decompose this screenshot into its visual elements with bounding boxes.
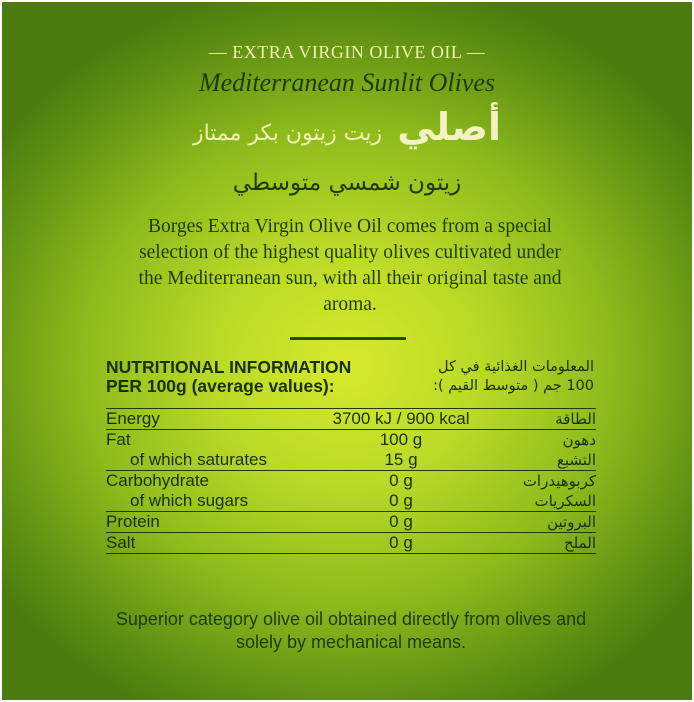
row-value: 100 g (379, 430, 423, 449)
nutrition-header-ar (433, 358, 594, 396)
row-label-ar: كربوهيدرات (522, 472, 596, 490)
table-row-carbohydrate (106, 471, 596, 512)
arabic-title-big: أصلي (397, 105, 502, 149)
row-sublabel: of which sugars (130, 491, 249, 510)
row-value: 0 g (389, 512, 413, 531)
row-label-ar: الطاقة (555, 410, 596, 428)
nutrition-header-ar-line1: المعلومات الغذائية في كل (438, 359, 594, 375)
nutrition-header-en-line1: NUTRITIONAL INFORMATION (106, 357, 352, 377)
row-sublabel-ar: السكريات (534, 492, 596, 510)
row-subvalue: 0 g (389, 491, 413, 510)
product-heading (2, 42, 692, 63)
nutrition-panel (106, 358, 596, 554)
table-row-salt (106, 533, 596, 554)
arabic-title (2, 105, 692, 149)
heading-dash-right: — (466, 42, 486, 62)
nutrition-header-en-line2: PER 100g (average values): (106, 376, 335, 396)
row-label: Fat (106, 430, 131, 449)
row-label: Carbohydrate (106, 471, 210, 490)
heading-dash-left: — (208, 42, 228, 62)
product-subheading: Mediterranean Sunlit Olives (198, 68, 496, 97)
arabic-subtitle: زيتون شمسي متوسطي (232, 170, 462, 196)
row-label-ar: الملح (563, 534, 596, 552)
row-label: Protein (106, 512, 160, 531)
row-label: Salt (106, 533, 136, 552)
row-sublabel-ar: التشبع (556, 451, 596, 469)
nutrition-header-ar-line2: 100 جم ( متوسط القيم ): (433, 378, 594, 394)
table-row-fat (106, 430, 596, 471)
nutrition-header (106, 358, 596, 408)
nutrition-header-en (106, 358, 351, 396)
row-label-ar: البروتين (547, 513, 596, 531)
row-value: 0 g (389, 533, 413, 552)
footer-note: Superior category olive oil obtained directly from olives and solely by mechanical means. (115, 609, 587, 652)
row-sublabel: of which saturates (130, 450, 268, 469)
row-label-ar: دهون (562, 431, 596, 449)
table-row-energy (106, 409, 596, 430)
row-value: 0 g (389, 471, 413, 490)
heading-text: EXTRA VIRGIN OLIVE OIL (232, 42, 462, 62)
row-subvalue: 15 g (384, 450, 418, 469)
section-divider (290, 337, 406, 340)
product-description: Borges Extra Virgin Olive Oil comes from a special selection of the highest quality olives cultivated under the Mediterranean sun, with all their original taste and aroma. (138, 216, 562, 315)
row-label: Energy (106, 409, 160, 428)
row-value: 3700 kJ / 900 kcal (332, 409, 470, 428)
table-row-protein (106, 512, 596, 533)
nutrition-table (106, 408, 596, 554)
arabic-title-small: زيت زيتون بكر ممتاز (192, 121, 383, 146)
